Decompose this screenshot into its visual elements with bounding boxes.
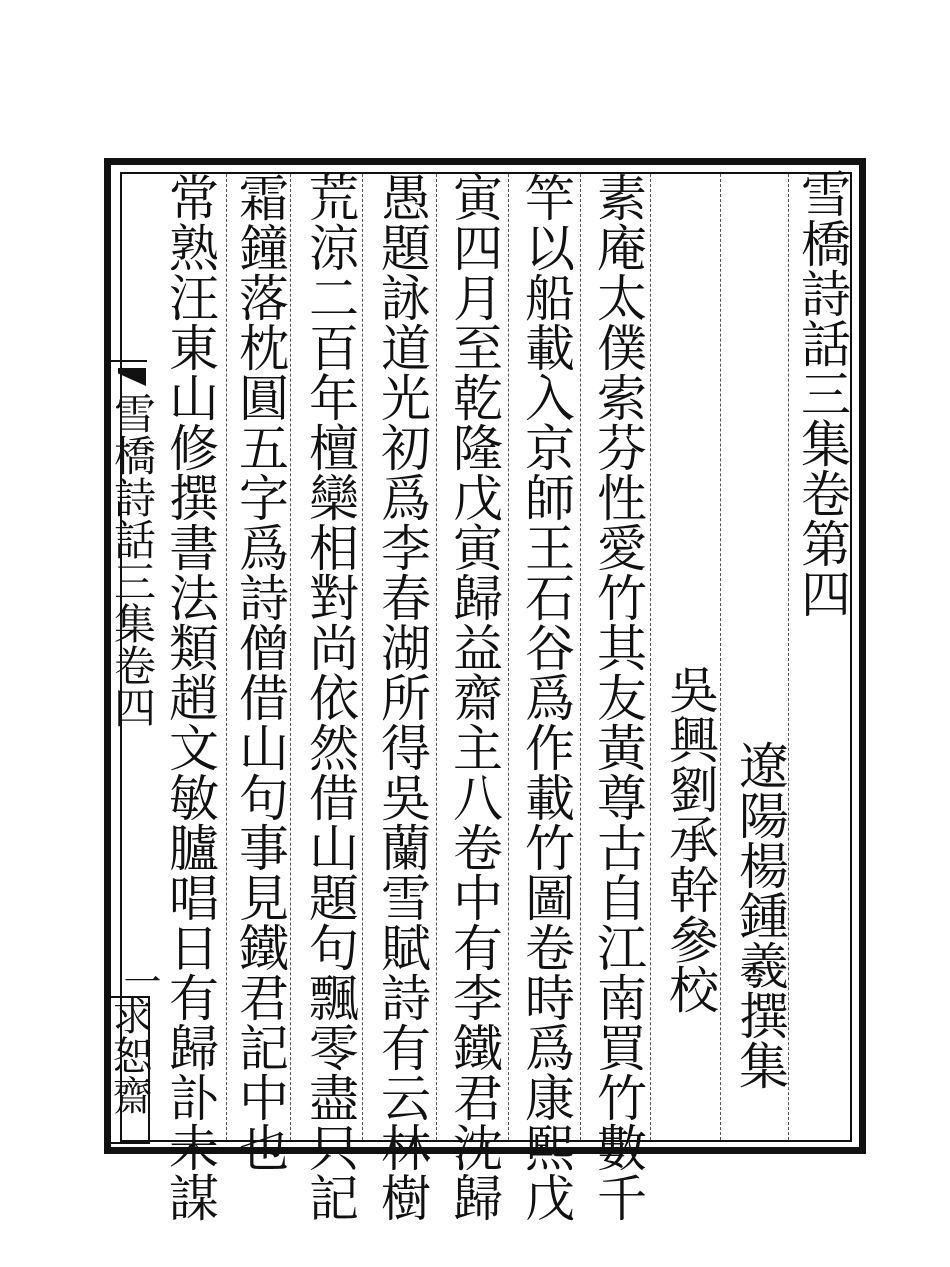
- text-column: 荒涼二百年檀欒相對尚依然借山題句飄零盡只記: [301, 172, 359, 1222]
- chapter-title: 雪橋詩話三集卷第四: [793, 168, 851, 618]
- editor-line: 吳興劉承幹參校: [661, 664, 719, 1014]
- text-column: 常熟汪東山修撰書法類趙文敏臚唱日有歸訃未謀: [161, 172, 219, 1222]
- column-rule: [362, 174, 363, 1140]
- text-column: 竿以船載入京師王石谷爲作載竹圖卷時爲康熙戊: [517, 172, 575, 1222]
- column-rule: [720, 174, 721, 1140]
- banxin-title: 雪橋詩話三集卷四: [108, 392, 157, 728]
- text-column: 寅四月至乾隆戊寅歸益齋主八卷中有李鐵君沈歸: [445, 172, 503, 1222]
- banxin-divider: [107, 360, 147, 362]
- text-column: 霜鐘落枕圓五字爲詩僧借山句事見鐵君記中也: [231, 172, 289, 1172]
- column-rule: [508, 174, 509, 1140]
- column-rule: [580, 174, 581, 1140]
- author-line: 遼陽楊鍾羲撰集: [731, 740, 789, 1090]
- column-rule: [436, 174, 437, 1140]
- banxin-page-number: 一: [117, 962, 161, 1000]
- column-rule: [226, 174, 227, 1140]
- text-column: 愚題詠道光初爲李春湖所得吳蘭雪賦詩有云林樹: [373, 172, 431, 1222]
- text-column: 素庵太僕索芬性愛竹其友黃尊古自江南買竹數千: [589, 172, 647, 1222]
- banxin-studio-name: 求恕齋: [106, 995, 152, 1115]
- column-rule: [290, 174, 291, 1140]
- column-rule: [650, 174, 651, 1140]
